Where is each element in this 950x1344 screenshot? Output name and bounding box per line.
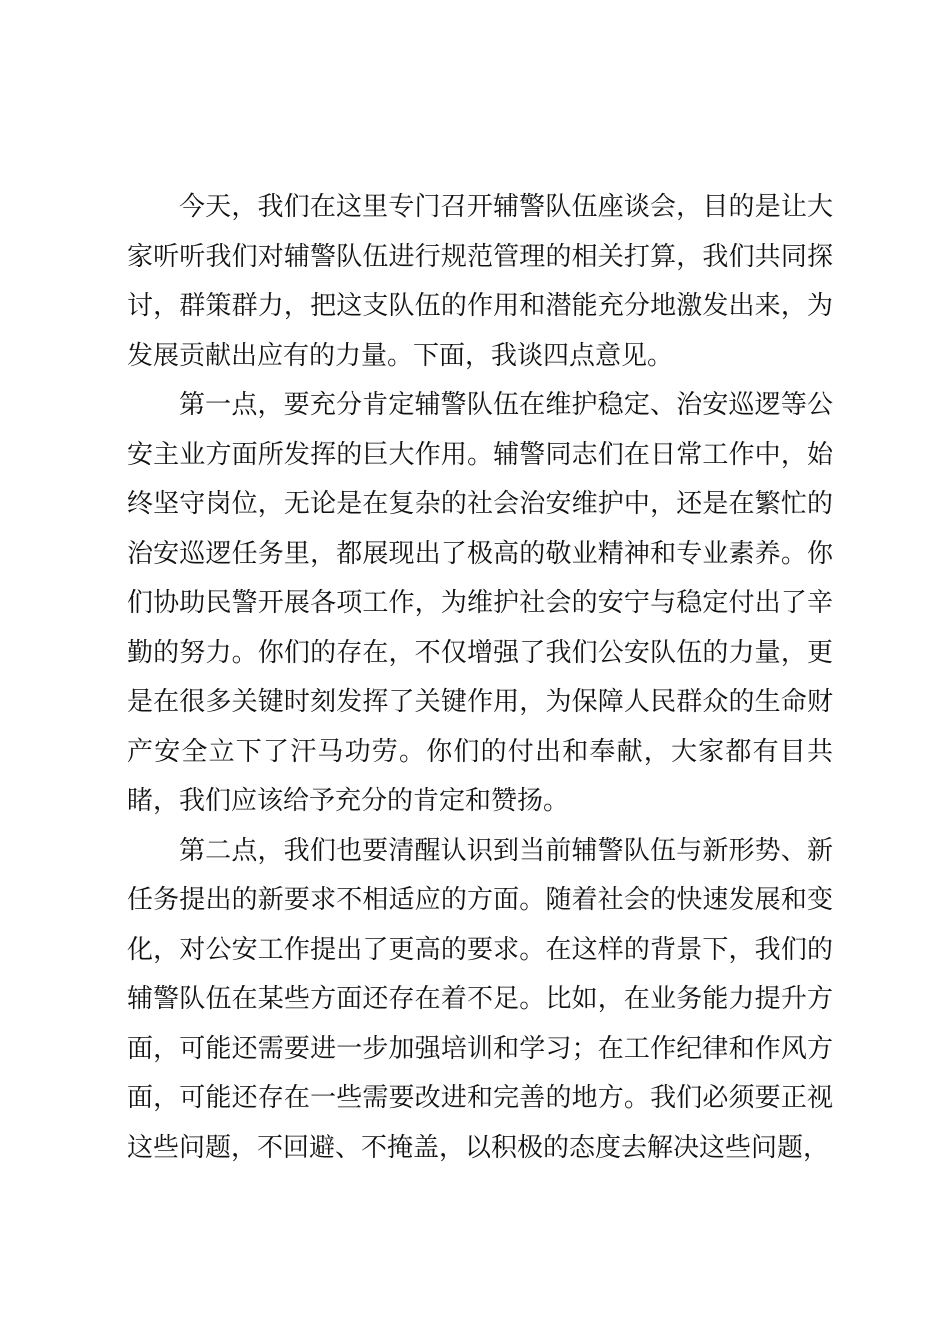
document-body: [127, 183, 833, 1173]
paragraph-intro: 今天，我们在这里专门召开辅警队伍座谈会，目的是让大家听听我们对辅警队伍进行规范管理的相关打算，我们共同探讨，群策群力，把这支队伍的作用和潜能充分地激发出来，为发展贡献出应有的力量。下面，我谈四点意见。: [127, 192, 833, 371]
paragraph-point-one: 第一点，要充分肯定辅警队伍在维护稳定、治安巡逻等公安主业方面所发挥的巨大作用。辅警同志们在日常工作中，始终坚守岗位，无论是在复杂的社会治安维护中，还是在繁忙的治安巡逻任务里，都展现出了极高的敬业精神和专业素养。你们协助民警开展各项工作，为维护社会的安宁与稳定付出了辛勤的努力。你们的存在，不仅增强了我们公安队伍的力量，更是在很多关键时刻发挥了关键作用，为保障人民群众的生命财产安全立下了汗马功劳。你们的付出和奉献，大家都有目共睹，我们应该给予充分的肯定和赞扬。: [127, 390, 833, 816]
paragraph-point-two: 第二点，我们也要清醒认识到当前辅警队伍与新形势、新任务提出的新要求不相适应的方面。随着社会的快速发展和变化，对公安工作提出了更高的要求。在这样的背景下，我们的辅警队伍在某些方面还存在着不足。比如，在业务能力提升方面，可能还需要进一步加强培训和学习；在工作纪律和作风方面，可能还存在一些需要改进和完善的地方。我们必须要正视这些问题，不回避、不掩盖，以积极的态度去解决这些问题，: [127, 835, 833, 1163]
